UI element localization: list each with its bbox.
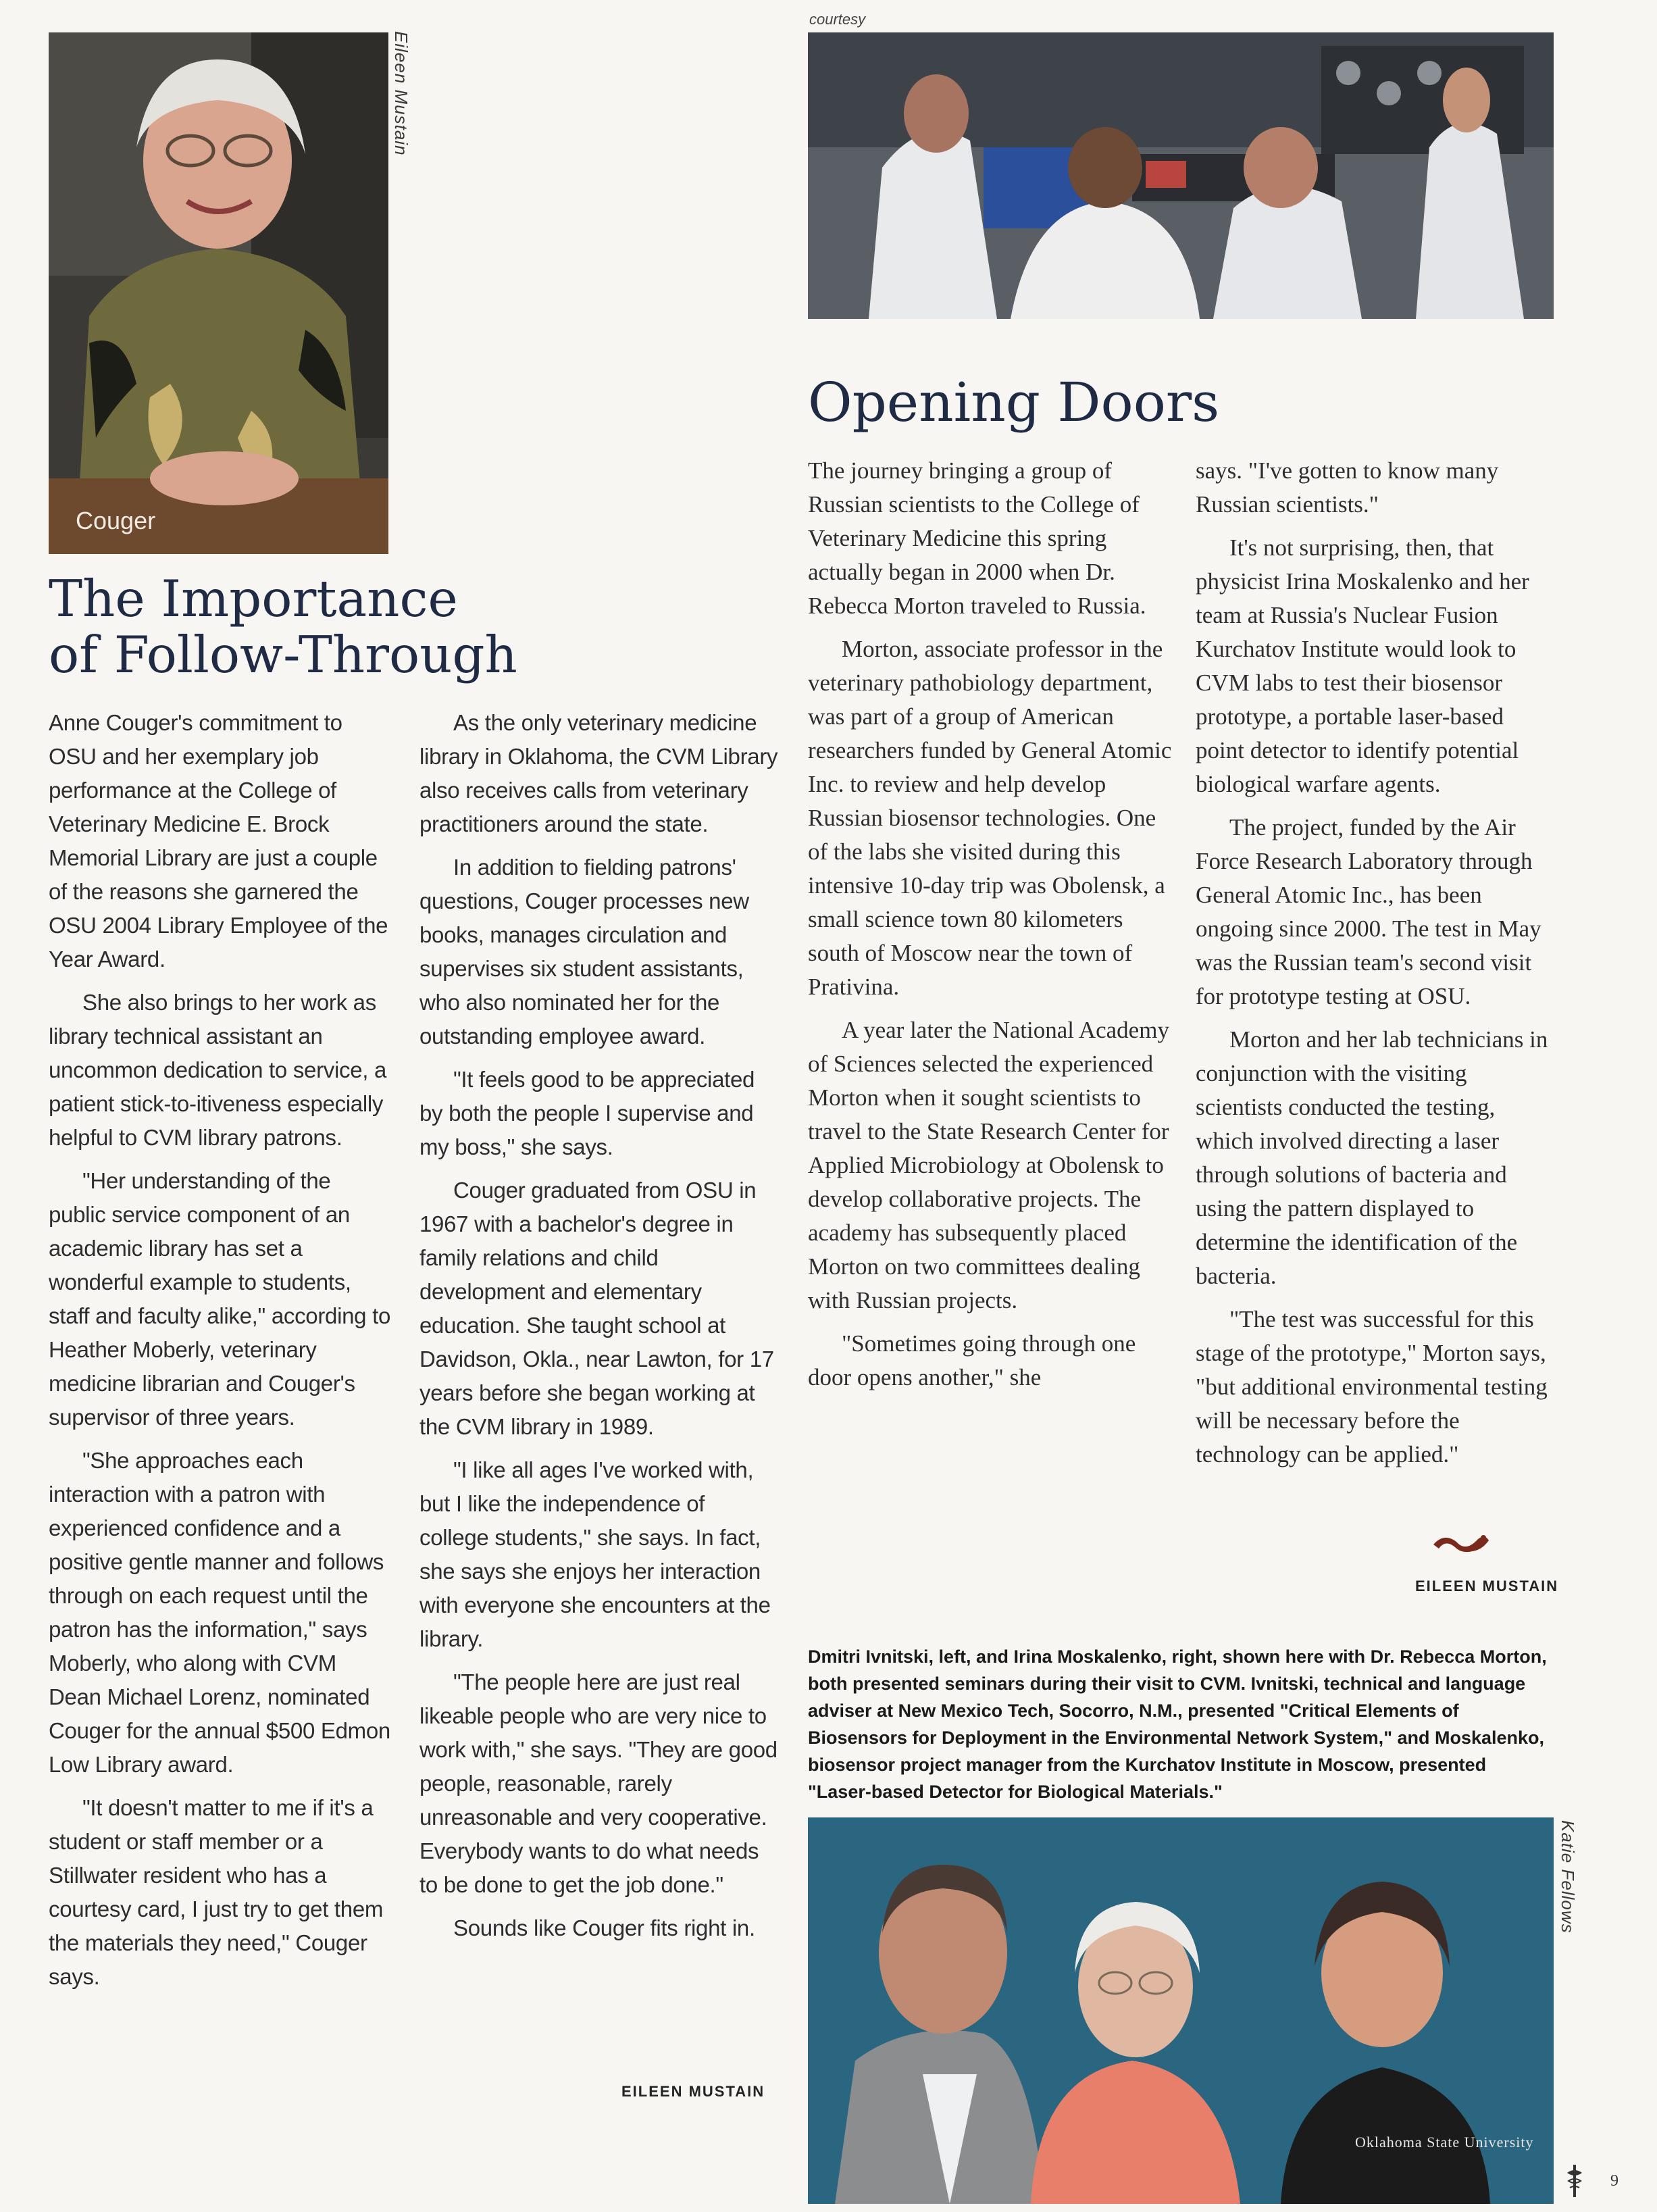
article2-col4-paragraph: It's not surprising, then, that physicist Irina Moskalenko and her team at Russia's Nuclear Fusion Kurchatov Institute would look to CVM labs to test their biosensor prototype, a portable laser-based point detector to identify potential biological warfare agents. bbox=[1196, 534, 1529, 797]
article1-col2-paragraph: Sounds like Couger fits right in. bbox=[453, 1915, 755, 1940]
couger-photo-label: Couger bbox=[76, 507, 156, 534]
end-mark-icon-svg bbox=[1431, 1530, 1492, 1559]
couger-photo-image bbox=[49, 32, 388, 554]
article1-col2-paragraph: "The people here are just real likeable people who are very nice to work with," she says. "They are good people, reasonable, rarely unreasonable and very cooperative. Everybody wants to do what needs to be done to get the job done." bbox=[419, 1669, 777, 1897]
university-footer: Oklahoma State University bbox=[1355, 2134, 1534, 2151]
article2-col4-paragraph: says. "I've gotten to know many Russian scientists." bbox=[1196, 457, 1499, 518]
article1-col1-paragraph: Anne Couger's commitment to OSU and her exemplary job performance at the College of Veterinary Medicine E. Brock Memorial Library are just a couple of the reasons she garnered the OSU 2004 Library Employee of the Year Award. bbox=[49, 710, 388, 972]
article2-col4-paragraph: The project, funded by the Air Force Research Laboratory through General Atomic Inc., has been ongoing since 2000. The test in May was the Russian team's second visit for prototype testing at OSU. bbox=[1196, 814, 1541, 1009]
group-photo bbox=[808, 1817, 1554, 2204]
article1-col2-paragraph: As the only veterinary medicine library in Oklahoma, the CVM Library also receives calls from veterinary practitioners around the state. bbox=[419, 710, 778, 836]
article1-col2-paragraph: "It feels good to be appreciated by both the people I supervise and my boss," she says. bbox=[419, 1067, 755, 1159]
photo-caption: Dmitri Ivnitski, left, and Irina Moskalenko, right, shown here with Dr. Rebecca Morton, both presented seminars during their visit to CVM. Ivnitski, technical and language adviser at New Mexico Tech, Socorro, N.M., presented "Critical Elements of Biosensors for Deployment in the Environmental Network System," and Moskalenko, biosensor project manager from the Kurchatov Institute in Moscow, presented "Laser-based Detector for Biological Materials." bbox=[808, 1647, 1547, 1802]
article2-col3-paragraph: The journey bringing a group of Russian scientists to the College of Veterinary Medicine this spring actually began in 2000 when Dr. Rebecca Morton traveled to Russia. bbox=[808, 457, 1146, 619]
article2-col3-paragraph: Morton, associate professor in the veterinary pathobiology department, was part of a group of American researchers funded by General Atomic Inc. to review and help develop Russian biosensor technologies. One of the labs she visited during this intensive 10-day trip was Obolensk, a small science town 80 kilometers south of Moscow near the town of Prativina. bbox=[808, 636, 1172, 1000]
article2-title: Opening Doors bbox=[808, 371, 1220, 434]
photo-credit-bottom: Katie Fellows bbox=[1558, 1820, 1578, 1934]
osu-logo-icon bbox=[1564, 2165, 1585, 2201]
article1-title bbox=[49, 571, 603, 682]
article2-column3 bbox=[808, 454, 1173, 1404]
article1-col1-paragraph: "She approaches each interaction with a patron with experienced confidence and a positive gentle manner and follows through on each request until the patron has the information," says Moberly, who along with CVM Dean Michael Lorenz, nominated Couger for the annual $500 Edmon Low Library award. bbox=[49, 1448, 390, 1777]
article1-title-line1: The Importance bbox=[49, 569, 458, 628]
article1-title-line2: of Follow-Through bbox=[49, 624, 517, 684]
article1-col1-paragraph: She also brings to her work as library technical assistant an uncommon dedication to service, a patient stick-to-itiveness especially helpful to CVM library patrons. bbox=[49, 990, 387, 1150]
article2-col3-paragraph: "Sometimes going through one door opens another," she bbox=[808, 1330, 1136, 1390]
photo-credit-left: Eileen Mustain bbox=[391, 31, 411, 156]
article2-col4-paragraph: "The test was successful for this stage of the prototype," Morton says, "but additional environmental testing will be necessary before the technology can be applied." bbox=[1196, 1306, 1548, 1467]
article2-col4-paragraph: Morton and her lab technicians in conjunction with the visiting scientists conducted the testing, which involved directing a laser through solutions of bacteria and using the pattern displayed to determine the identification of the bacteria. bbox=[1196, 1026, 1548, 1289]
end-mark-icon bbox=[1431, 1530, 1492, 1563]
article1-col2-paragraph: In addition to fielding patrons' questions, Couger processes new books, manages circulation and supervises six student assistants, who also nominated her for the outstanding employee award. bbox=[419, 855, 749, 1049]
article1-column1 bbox=[49, 706, 392, 2003]
article2-col3-paragraph: A year later the National Academy of Sciences selected the experienced Morton when it sought scientists to travel to the State Research Center for Applied Microbiology at Obolensk to develop collaborative projects. The academy has subsequently placed Morton on two committees dealing with Russian projects. bbox=[808, 1017, 1169, 1313]
lab-photo bbox=[808, 32, 1554, 319]
article1-col1-paragraph: "It doesn't matter to me if it's a student or staff member or a Stillwater resident who has a courtesy card, I just try to get them the materials they need," Couger says. bbox=[49, 1795, 384, 1989]
osu-logo-icon-svg bbox=[1564, 2165, 1585, 2197]
article2-column4 bbox=[1196, 454, 1555, 1481]
article1-col2-paragraph: Couger graduated from OSU in 1967 with a bachelor's degree in family relations and child development and elementary education. She taught school at Davidson, Okla., near Lawton, for 17 years before she began working at the CVM library in 1989. bbox=[419, 1178, 774, 1439]
article1-byline: EILEEN MUSTAIN bbox=[621, 2083, 765, 2100]
article1-col2-paragraph: "I like all ages I've worked with, but I like the independence of college students," she says. In fact, she says she enjoys her interaction with everyone she encounters at the library. bbox=[419, 1457, 771, 1651]
lab-photo-image bbox=[808, 32, 1554, 319]
page-number: 9 bbox=[1610, 2172, 1618, 2190]
photo-credit-top: courtesy bbox=[809, 11, 866, 28]
couger-photo bbox=[49, 32, 388, 554]
article1-col1-paragraph: "Her understanding of the public service component of an academic library has set a wonderful example to students, staff and faculty alike," according to Heather Moberly, veterinary medicine librarian and Couger's supervisor of three years. bbox=[49, 1168, 390, 1430]
article2-byline: EILEEN MUSTAIN bbox=[1415, 1578, 1559, 1594]
article1-column2 bbox=[419, 706, 779, 1955]
